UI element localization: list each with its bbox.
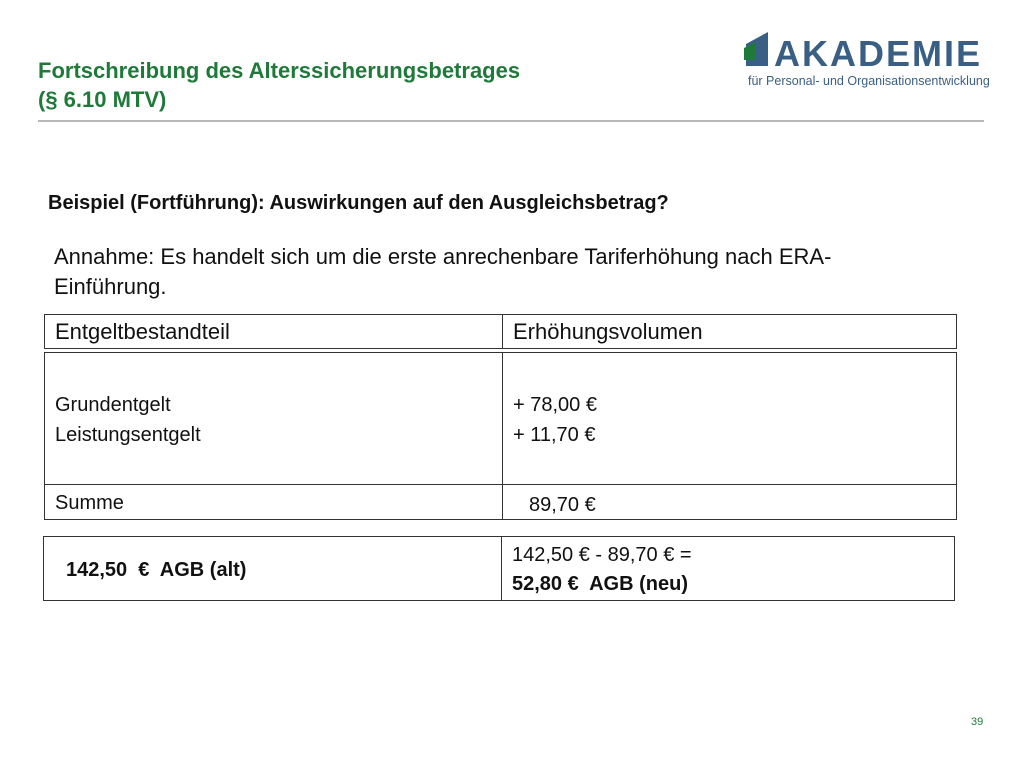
title-line-1: Fortschreibung des Alterssicherungsbetrages <box>38 58 521 83</box>
agb-calculation: 142,50 € - 89,70 € = <box>512 544 692 566</box>
header-divider <box>38 120 984 122</box>
row-label-grundentgelt: Grundentgelt <box>55 394 171 416</box>
logo-mark-icon <box>744 30 774 68</box>
page-title <box>38 56 698 114</box>
row-label-leistungsentgelt: Leistungsentgelt <box>55 424 201 446</box>
agb-new: 52,80 € AGB (neu) <box>512 573 688 595</box>
table-header-row <box>44 314 957 349</box>
logo-subtitle: für Personal- und Organisationsentwicklung <box>748 74 990 88</box>
table-body <box>44 352 957 520</box>
column-header-volume: Erhöhungsvolumen <box>513 319 703 344</box>
row-value-leistungsentgelt: + 11,70 € <box>513 424 596 446</box>
assumption-text: Annahme: Es handelt sich um die erste anrechenbare Tariferhöhung nach ERA-Einführung. <box>54 244 832 299</box>
page-number: 39 <box>971 716 984 728</box>
row-value-grundentgelt: + 78,00 € <box>513 394 597 416</box>
logo-wordmark: AKADEMIE <box>774 33 983 74</box>
result-table <box>43 536 955 601</box>
akademie-logo <box>744 30 989 90</box>
title-line-2: (§ 6.10 MTV) <box>38 87 167 112</box>
section-subtitle: Beispiel (Fortführung): Auswirkungen auf den Ausgleichsbetrag? <box>48 192 669 214</box>
sum-value: 89,70 € <box>529 494 596 516</box>
sum-label: Summe <box>55 492 124 514</box>
agb-old: 142,50 € AGB (alt) <box>66 559 247 581</box>
column-header-component: Entgeltbestandteil <box>55 319 230 344</box>
